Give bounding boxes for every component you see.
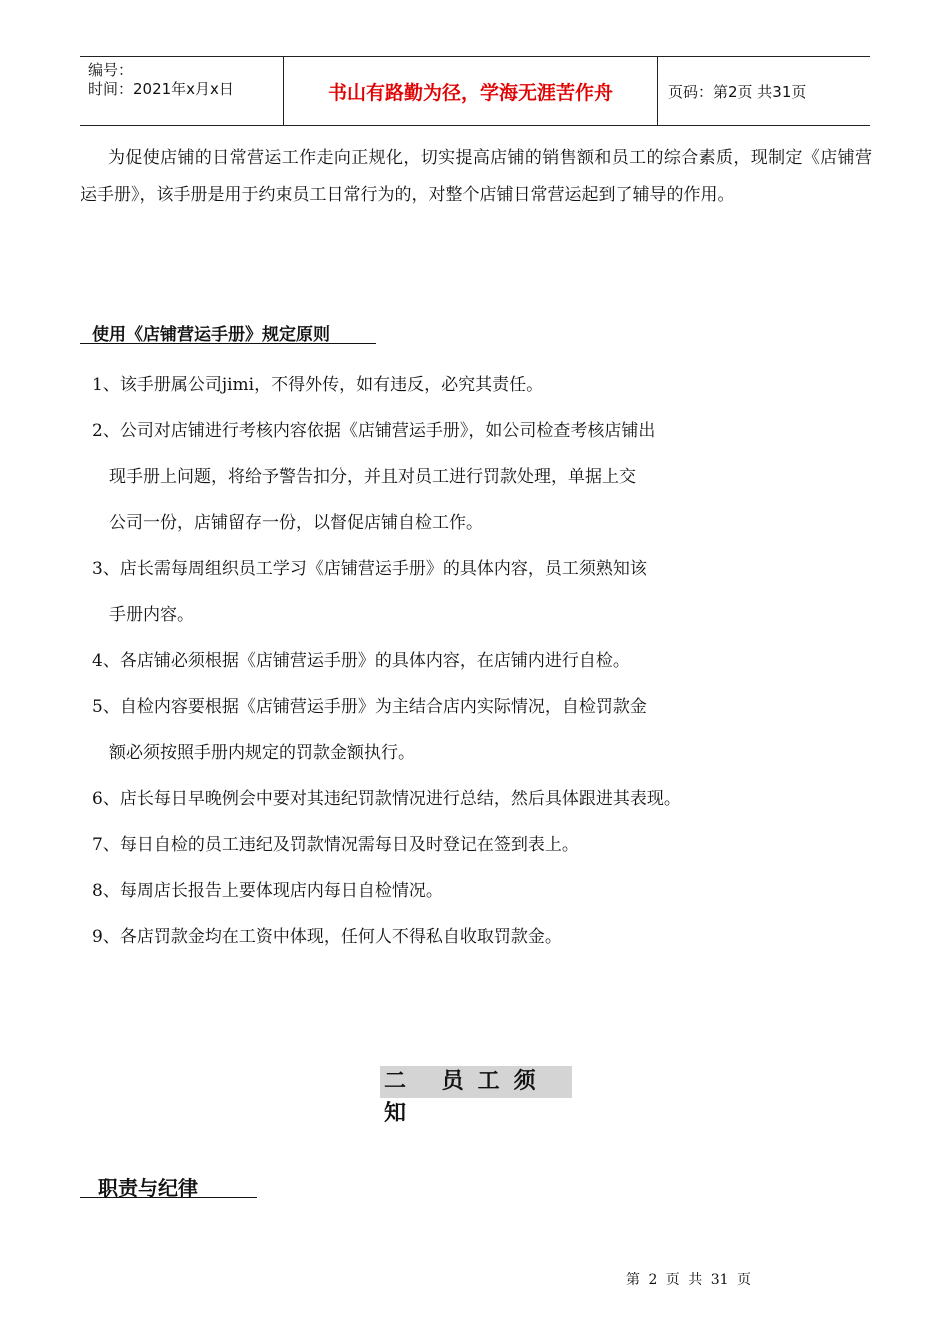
rule-text: 8、每周店长报告上要体现店内每日自检情况。 (92, 881, 443, 901)
rule-item (92, 362, 792, 408)
rule-text: 6、店长每日早晚例会中要对其违纪罚款情况进行总结，然后具体跟进其表现。 (92, 789, 681, 809)
rule-text: 9、各店罚款金均在工资中体现，任何人不得私自收取罚款金。 (92, 927, 562, 947)
header-meta (80, 57, 283, 125)
rule-item (92, 408, 792, 546)
document-number-label: 编号： (88, 61, 134, 79)
rule-continuation: 公司一份，店铺留存一份，以督促店铺自检工作。 (109, 513, 483, 533)
chapter-title: 二 员工须知 (380, 1066, 572, 1098)
rule-item (92, 684, 792, 776)
rule-continuation: 现手册上问题，将给予警告扣分，并且对员工进行罚款处理，单据上交 (109, 467, 636, 487)
rule-text: 4、各店铺必须根据《店铺营运手册》的具体内容，在店铺内进行自检。 (92, 651, 630, 671)
page-header (80, 56, 870, 126)
intro-paragraph: 为促使店铺的日常营运工作走向正规化，切实提高店铺的销售额和员工的综合素质，现制定《店铺营运手册》，该手册是用于约束员工日常行为的，对整个店铺日常营运起到了辅导的作用。 (80, 148, 872, 205)
rule-item (92, 638, 792, 684)
rule-item (92, 914, 792, 960)
rule-item (92, 546, 792, 638)
rule-text: 7、每日自检的员工违纪及罚款情况需每日及时登记在签到表上。 (92, 835, 579, 855)
rules-list (92, 362, 792, 960)
duty-heading: 职责与纪律 (80, 1172, 257, 1198)
rule-continuation: 手册内容。 (109, 605, 194, 625)
page-footer: 第 2 页 共 31 页 (626, 1272, 751, 1288)
document-date: 时间：2021年x月x日 (88, 80, 234, 98)
header-page-number: 页码：第2页 共31页 (668, 82, 807, 101)
principles-heading: 使用《店铺营运手册》规定原则 (80, 320, 376, 344)
rule-text: 1、该手册属公司jimi，不得外传，如有违反，必究其责任。 (92, 375, 544, 395)
rule-item (92, 776, 792, 822)
rule-text: 3、店长需每周组织员工学习《店铺营运手册》的具体内容，员工须熟知该 (92, 559, 647, 579)
rule-text: 2、公司对店铺进行考核内容依据《店铺营运手册》，如公司检查考核店铺出 (92, 421, 656, 441)
rule-text: 5、自检内容要根据《店铺营运手册》为主结合店内实际情况，自检罚款金 (92, 697, 647, 717)
header-motto: 书山有路勤为径，学海无涯苦作舟 (283, 57, 658, 125)
rule-item (92, 822, 792, 868)
rule-item (92, 868, 792, 914)
rule-continuation: 额必须按照手册内规定的罚款金额执行。 (109, 743, 415, 763)
